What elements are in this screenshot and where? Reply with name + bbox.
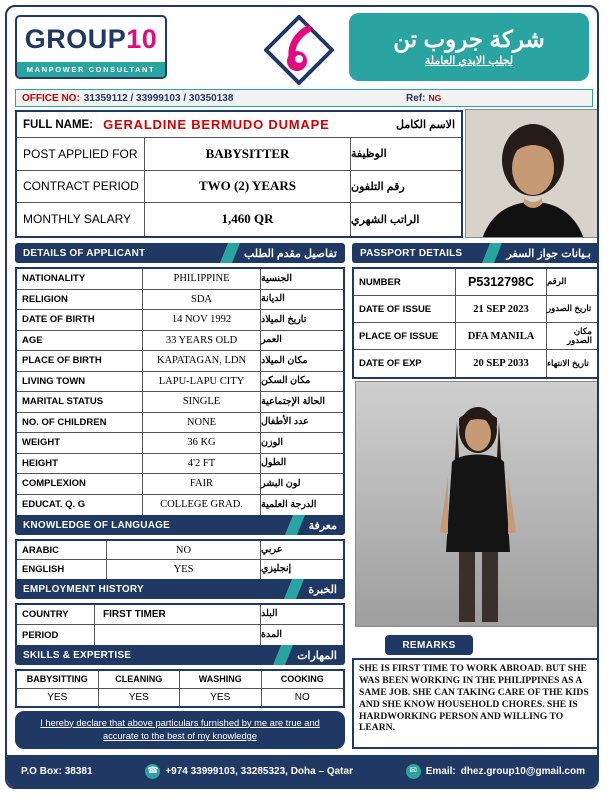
table-row [17,372,343,393]
passport-issue-date-value: 21 SEP 2023 [456,296,547,322]
detail-value: 33 YEARS OLD [143,331,261,351]
detail-label: AGE [17,331,143,351]
full-name-row [17,112,461,138]
ref-label: Ref: [406,92,426,104]
language-value: NO [107,541,261,559]
details-title-arabic: تفاصيل مقدم الطلب [244,247,337,260]
detail-arabic-label: عدد الأطفال [261,416,309,428]
detail-arabic-label: الجنسية [261,272,292,284]
detail-arabic-label: لون البشر [261,477,301,489]
teal-stripe-accent [283,579,306,599]
employment-label: PERIOD [17,625,95,645]
brand-wordmark [17,17,165,62]
remarks-header: REMARKS [385,635,473,655]
table-row [17,625,343,645]
detail-label: NATIONALITY [17,269,143,289]
skill-value: NO [294,691,310,703]
passport-issue-place-value: DFA MANILA [456,323,547,349]
skill-value: YES [99,689,181,707]
language-label: ARABIC [17,541,107,559]
footer-email-group [406,764,585,779]
monthly-salary-arabic: الراتب الشهري [351,213,420,226]
office-number-label: OFFICE NO: [22,92,80,104]
contract-period-value: TWO (2) YEARS [145,171,351,203]
skills-section-header [15,645,345,665]
monthly-salary-value: 1,460 QR [145,203,351,236]
employment-arabic-label: المدة [261,628,282,640]
detail-label: LIVING TOWN [17,372,143,392]
email-label: Email: [425,765,456,777]
table-row [17,138,461,171]
employment-value [95,625,261,645]
name-table [15,110,463,238]
contract-period-label: CONTRACT PERIOD [17,171,145,203]
teal-stripe-accent [283,515,306,535]
detail-arabic-label: مكان السكن [261,375,311,387]
passport-issue-date-label: DATE OF ISSUE [354,296,456,322]
passport-arabic-label: تاريخ الانتهاء [547,357,589,368]
skills-title: SKILLS & EXPERTISE [23,649,132,661]
language-arabic-label: عربي [261,543,283,555]
teal-stripe-accent [271,645,294,665]
language-arabic-label: إنجليزي [261,563,292,575]
teal-stripe-accent [218,243,241,263]
language-table [15,539,345,581]
table-row [17,171,461,204]
brand-ten-text: 10 [126,24,158,54]
email-icon: ✉ [406,764,421,779]
detail-label: EDUCAT. Q. G [17,495,143,516]
full-name-arabic-label: الاسم الكامل [396,119,455,131]
table-row [17,331,343,352]
post-applied-arabic: الوظيفة [351,148,387,161]
employment-table [15,603,345,647]
cv-document-page [5,5,599,789]
passport-table [352,267,599,379]
employment-arabic-label: البلد [261,608,278,620]
detail-label: DATE OF BIRTH [17,310,143,330]
table-row [17,433,343,454]
table-row [17,560,343,579]
detail-label: PLACE OF BIRTH [17,351,143,371]
passport-title: PASSPORT DETAILS [360,247,463,259]
table-row [17,605,343,625]
employment-label: COUNTRY [17,605,95,624]
detail-value: NONE [143,413,261,433]
detail-value: KAPATAGAN, LDN [143,351,261,371]
brand-subtitle-bar: MANPOWER CONSULTANT [17,62,165,77]
office-numbers: 31359112 / 33999103 / 30350138 [83,92,234,104]
passport-section-header [352,243,599,263]
table-row [17,541,343,560]
table-row [17,392,343,413]
post-applied-value: BABYSITTER [145,138,351,170]
language-section-header [15,515,345,535]
passport-issue-place-label: PLACE OF ISSUE [354,323,456,349]
language-label: ENGLISH [17,560,107,579]
skill-column-header: BABYSITTING [17,671,99,688]
applicant-fullbody-photo [355,381,599,627]
detail-arabic-label: الوزن [261,436,284,448]
ref-value: NG [428,93,442,103]
skill-value: YES [180,689,262,707]
detail-label: HEIGHT [17,454,143,474]
employment-title: EMPLOYMENT HISTORY [23,583,144,595]
po-box-text: P.O Box: 38381 [21,765,93,777]
employment-value: FIRST TIMER [95,605,261,624]
detail-value: SDA [143,290,261,310]
details-table [15,267,345,517]
detail-arabic-label: تاريخ الميلاد [261,313,307,325]
contract-period-arabic: رقم التلفون [351,180,405,193]
table-row [17,454,343,475]
company-logo-icon [259,13,339,87]
employment-title-arabic: الخبرة [308,583,337,596]
passport-arabic-label: مكان الصدور [567,325,592,345]
applicant-headshot-photo [465,109,599,238]
detail-arabic-label: العمر [261,334,282,346]
language-value: YES [107,560,261,579]
skill-column-header: WASHING [180,671,262,688]
detail-label: WEIGHT [17,433,143,453]
post-applied-label: POST APPLIED FOR [17,138,145,170]
detail-value: COLLEGE GRAD. [143,495,261,516]
detail-label: NO. OF CHILDREN [17,413,143,433]
office-bar [15,89,593,107]
details-title: DETAILS OF APPLICANT [23,247,146,259]
skills-table [15,669,345,708]
table-row [17,474,343,495]
teal-stripe-accent [481,243,504,263]
detail-arabic-label: الطول [261,457,287,469]
passport-expiry-label: DATE OF EXP [354,350,456,377]
skill-column-header: COOKING [280,674,324,685]
detail-value: 36 KG [143,433,261,453]
table-row [354,350,597,377]
footer-phone-group [145,764,353,779]
skills-header-row [17,671,343,689]
declaration-statement: I hereby declare that above particulars furnished by me are true and accurate to the best of my knowledge [15,711,345,749]
arabic-brand-box [349,13,589,81]
language-title-arabic: معرفة [308,519,337,532]
skills-title-arabic: المهارات [297,649,337,662]
table-row [17,495,343,516]
language-title: KNOWLEDGE OF LANGUAGE [23,519,170,531]
table-row [17,351,343,372]
detail-label: COMPLEXION [17,474,143,494]
passport-title-arabic: بـيانات جواز السفر [506,247,591,260]
brand-group-text: GROUP [24,24,127,54]
detail-value: SINGLE [143,392,261,412]
skill-column-header: CLEANING [99,671,181,688]
detail-value: 14 NOV 1992 [143,310,261,330]
skill-value: YES [17,689,99,707]
detail-label: MARITAL STATUS [17,392,143,412]
table-row [17,310,343,331]
table-row [354,323,597,350]
table-row [17,290,343,311]
table-row [354,296,597,323]
brand-logo [15,15,167,79]
monthly-salary-label: MONTHLY SALARY [17,203,145,236]
detail-label: RELIGION [17,290,143,310]
detail-arabic-label: الديانة [261,293,285,305]
phone-icon: ☎ [145,764,160,779]
passport-expiry-value: 20 SEP 2033 [456,350,547,377]
detail-value: LAPU-LAPU CITY [143,372,261,392]
employment-section-header [15,579,345,599]
passport-number-label: NUMBER [354,269,456,295]
detail-arabic-label: مكان الميلاد [261,354,308,366]
arabic-brand-subtitle: لجلب الايدي العاملة [424,55,514,68]
passport-number-value: P5312798C [456,269,547,295]
table-row [354,269,597,296]
passport-arabic-label: الرقم [547,276,567,287]
detail-value: PHILIPPINE [143,269,261,289]
phone-numbers-text: +974 33999103, 33285323, Doha – Qatar [165,765,353,777]
skills-value-row [17,689,343,707]
table-row [17,413,343,434]
email-address: dhez.group10@gmail.com [460,765,585,777]
full-name-label: FULL NAME: [23,118,94,131]
arabic-brand-title: شركة جروب تن [393,25,545,52]
passport-arabic-label: تاريخ الصدور [547,303,592,314]
detail-arabic-label: الحالة الإجتماعية [261,395,325,407]
detail-value: 4'2 FT [143,454,261,474]
detail-value: FAIR [143,474,261,494]
table-row [17,269,343,290]
table-row [17,203,461,236]
remarks-text: SHE IS FIRST TIME TO WORK ABROAD. BUT SHE WAS BEEN WORKING IN THE PHILIPPINES AS A SAME JOB. SHE CAN TAKING CARE OF THE KIDS AND SHE KNOW HOUSEHOLD CHORES. SHE IS HARDWORKING PERSON AND WILLING TO LEARN. [352,658,599,749]
detail-arabic-label: الدرجة العلمية [261,498,317,510]
details-section-header [15,243,345,263]
full-name-value: GERALDINE BERMUDO DUMAPE [103,117,330,132]
ref-group [406,93,441,104]
footer-bar [7,755,597,787]
